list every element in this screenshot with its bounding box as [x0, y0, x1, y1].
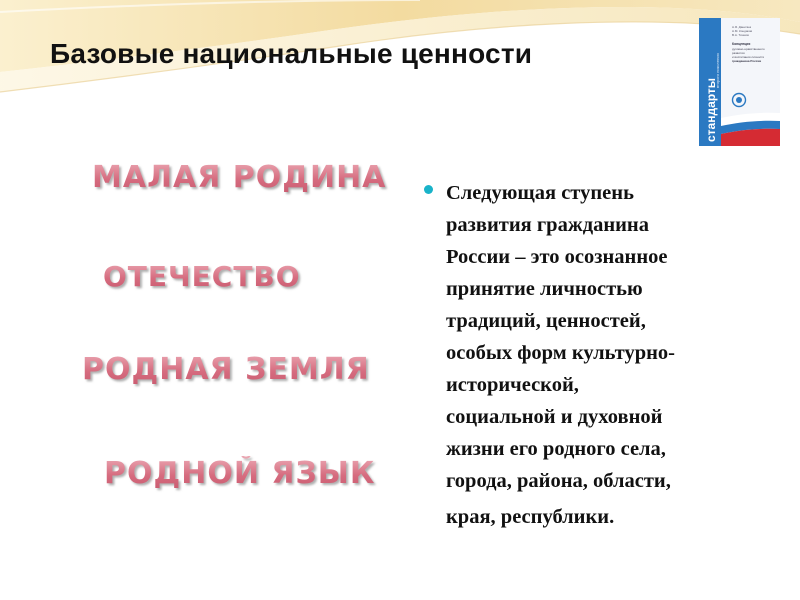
book-cover-line: развития: [732, 51, 745, 55]
book-cover-line: Концепция: [732, 42, 751, 46]
bullet-paragraph: [424, 177, 764, 533]
book-cover-line: и воспитания личности: [732, 55, 765, 59]
book-cover-line: А.Я. Данилюк: [732, 25, 752, 29]
bullet-line: жизни его родного села,: [446, 438, 666, 460]
bullet-line: исторической,: [446, 374, 579, 396]
book-cover-line: В.А. Тишков: [732, 33, 749, 37]
bullet-line: развития гражданина: [446, 214, 649, 236]
value-wordart: РОДНОЙ ЯЗЫК: [104, 456, 376, 491]
book-cover-image: [699, 18, 780, 146]
book-cover-line: А.М. Кондаков: [732, 29, 753, 33]
value-wordart: МАЛАЯ РОДИНА: [92, 160, 387, 195]
book-spine-text: стандарты: [704, 77, 718, 142]
value-wordart: РОДНАЯ ЗЕМЛЯ: [82, 352, 370, 387]
bullet-line: социальной и духовной: [446, 406, 663, 428]
book-cover-line: гражданина России: [732, 59, 762, 63]
value-wordart: ОТЕЧЕСТВО: [103, 260, 301, 293]
bullet-line: традиций, ценностей,: [446, 310, 646, 332]
bullet-text: [446, 177, 764, 533]
bullet-line: города, района, области,: [446, 470, 671, 492]
bullet-line: Следующая ступень: [446, 182, 634, 204]
bullet-icon: [424, 185, 433, 194]
bullet-line: России – это осознанное: [446, 246, 668, 268]
bullet-line: края, республики.: [446, 506, 615, 528]
bullet-line: особых форм культурно-: [446, 342, 676, 364]
book-spine-subtext: второго поколения: [715, 53, 720, 88]
slide-title: Базовые национальные ценности: [50, 38, 533, 69]
bullet-line: принятие личностью: [446, 278, 643, 300]
book-cover-line: духовно-нравственного: [732, 47, 765, 51]
